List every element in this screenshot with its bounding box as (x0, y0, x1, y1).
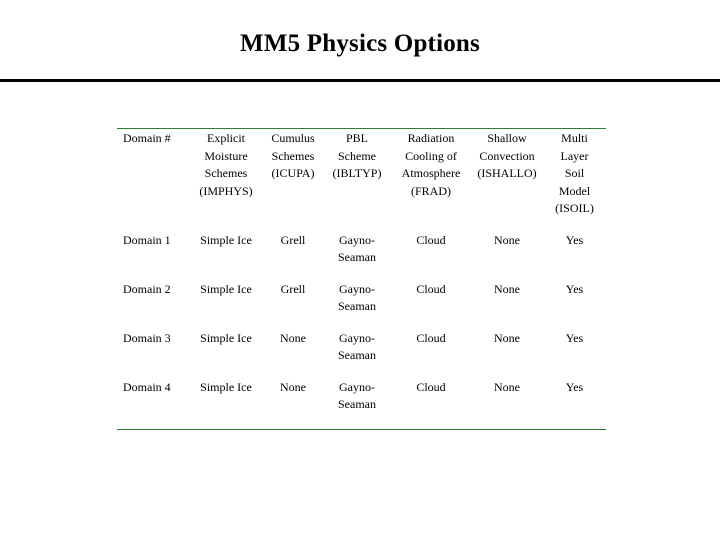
table-row (117, 330, 606, 379)
header-cumulus: Cumulus Schemes (ICUPA) (271, 131, 315, 180)
cell-cumulus: None (280, 330, 306, 345)
cell-shallow: None (494, 379, 520, 394)
header-shallow-convection: Shallow Convection (ISHALLO) (477, 131, 537, 180)
slide-title: MM5 Physics Options (240, 30, 480, 57)
cell-moisture: Simple Ice (200, 232, 252, 247)
header-pbl: PBL Scheme (IBLTYP) (332, 131, 382, 180)
cell-domain: Domain 1 (123, 232, 171, 247)
table-row (117, 379, 606, 430)
cell-cumulus: Grell (280, 281, 306, 296)
cell-cumulus: Grell (280, 232, 306, 247)
header-radiation: Radiation Cooling of Atmosphere (FRAD) (401, 131, 461, 198)
cell-pbl: Gayno-Seaman (338, 232, 376, 264)
table-header-row (117, 129, 606, 232)
cell-shallow: None (494, 281, 520, 296)
cell-soil: Yes (565, 379, 584, 394)
cell-pbl: Gayno-Seaman (338, 379, 376, 411)
cell-shallow: None (494, 330, 520, 345)
cell-shallow: None (494, 232, 520, 247)
cell-radiation: Cloud (416, 281, 446, 296)
table-row (117, 232, 606, 281)
cell-domain: Domain 4 (123, 379, 171, 394)
cell-moisture: Simple Ice (200, 379, 252, 394)
cell-moisture: Simple Ice (200, 330, 252, 345)
cell-domain: Domain 3 (123, 330, 171, 345)
table-row (117, 281, 606, 330)
cell-domain: Domain 2 (123, 281, 171, 296)
cell-soil: Yes (565, 281, 584, 296)
cell-radiation: Cloud (416, 232, 446, 247)
cell-soil: Yes (565, 232, 584, 247)
header-domain: Domain # (123, 131, 171, 145)
physics-options-table (117, 128, 606, 430)
cell-radiation: Cloud (416, 379, 446, 394)
cell-pbl: Gayno-Seaman (338, 330, 376, 362)
header-explicit-moisture: Explicit Moisture Schemes (IMPHYS) (199, 131, 253, 198)
header-soil-model: Multi Layer Soil Model (ISOIL) (555, 131, 594, 215)
cell-radiation: Cloud (416, 330, 446, 345)
cell-soil: Yes (565, 330, 584, 345)
cell-pbl: Gayno-Seaman (338, 281, 376, 313)
cell-cumulus: None (280, 379, 306, 394)
title-divider (0, 79, 720, 82)
cell-moisture: Simple Ice (200, 281, 252, 296)
